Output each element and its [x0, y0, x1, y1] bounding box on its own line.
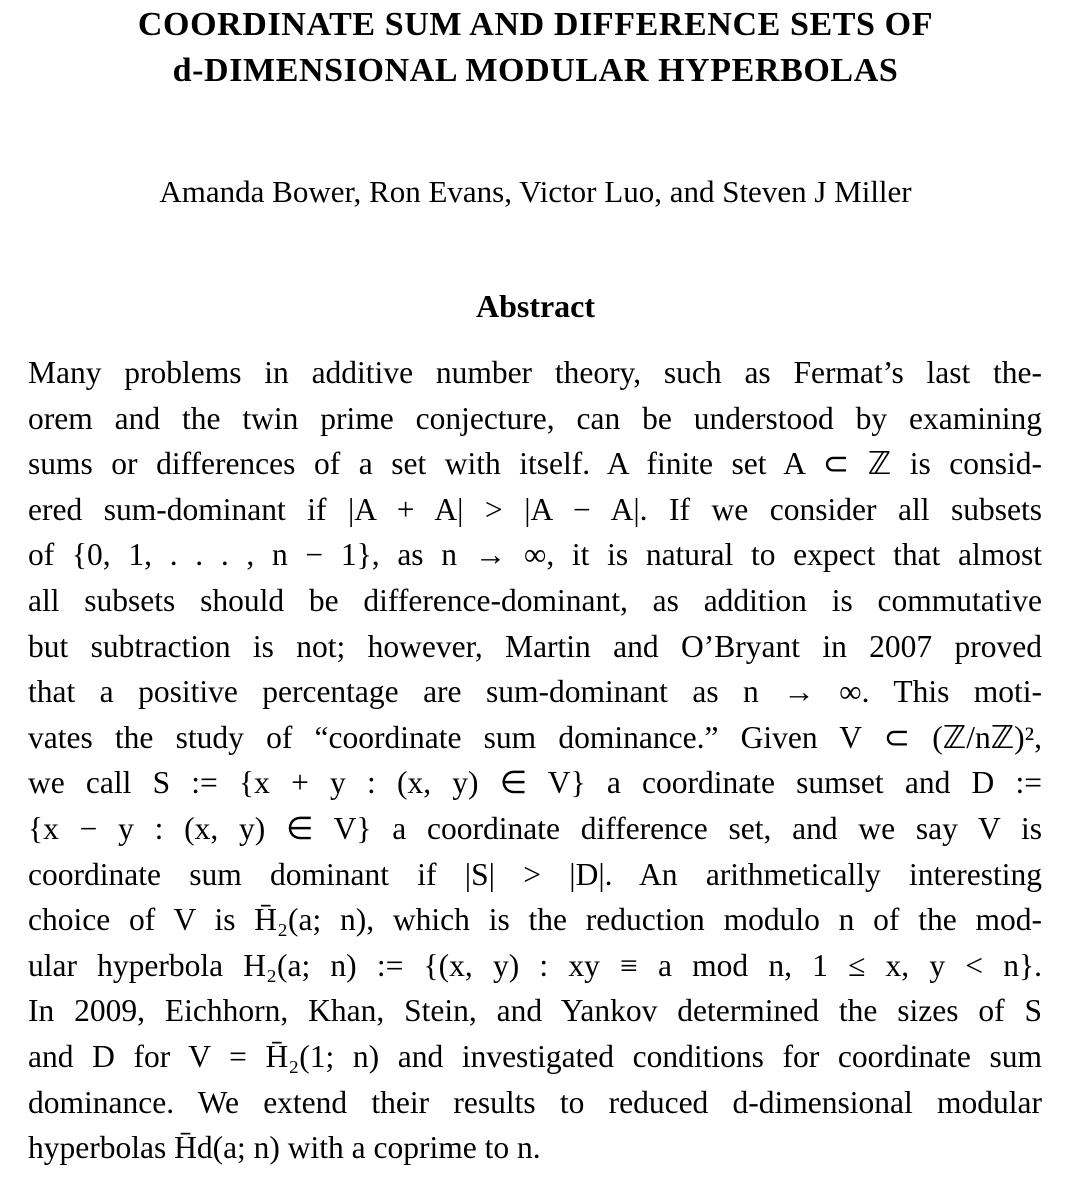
abstract-line: {x − y : (x, y) ∈ V} a coordinate difference set, and we say V is — [28, 810, 1042, 846]
paper-title-line-1: COORDINATE SUM AND DIFFERENCE SETS OF — [137, 6, 934, 43]
abstract-line: all subsets should be difference-dominant, as addition is commutative — [28, 582, 1042, 618]
abstract-line: we call S := {x + y : (x, y) ∈ V} a coordinate sumset and D := — [28, 765, 1042, 801]
abstract-line: In 2009, Eichhorn, Khan, Stein, and Yankov determined the sizes of S — [28, 993, 1042, 1029]
abstract-line: Many problems in additive number theory, such as Fermat’s last the- — [28, 355, 1042, 390]
abstract-heading: Abstract — [475, 288, 596, 324]
abstract-line: but subtraction is not; however, Martin and O’Bryant in 2007 proved — [28, 628, 1042, 664]
abstract-body — [28, 350, 1042, 1171]
abstract-line: ular hyperbola H₂(a; n) := {(x, y) : xy ≡ a mod n, 1 ≤ x, y < n}. — [28, 947, 1042, 983]
abstract-line: coordinate sum dominant if |S| > |D|. An arithmetically interesting — [28, 856, 1042, 892]
paper-title-line-2: d-DIMENSIONAL MODULAR HYPERBOLAS — [172, 52, 899, 89]
abstract-line: orem and the twin prime conjecture, can be understood by examining — [28, 400, 1042, 436]
author-list: Amanda Bower, Ron Evans, Victor Luo, and Steven J Miller — [159, 174, 912, 209]
abstract-line: sums or differences of a set with itself. A finite set A ⊂ ℤ is consid- — [28, 446, 1042, 482]
abstract-line: hyperbolas H̄d(a; n) with a coprime to n. — [28, 1130, 541, 1166]
abstract-line: vates the study of “coordinate sum dominance.” Given V ⊂ (ℤ/nℤ)², — [28, 719, 1042, 755]
abstract-line: choice of V is H̄₂(a; n), which is the reduction modulo n of the mod- — [28, 902, 1042, 938]
abstract-line: of {0, 1, . . . , n − 1}, as n → ∞, it is natural to expect that almost — [28, 537, 1042, 573]
abstract-line: and D for V = H̄₂(1; n) and investigated conditions for coordinate sum — [28, 1038, 1042, 1074]
abstract-line: ered sum-dominant if |A + A| > |A − A|. If we consider all subsets — [28, 491, 1042, 527]
abstract-line: dominance. We extend their results to reduced d-dimensional modular — [28, 1084, 1042, 1120]
abstract-line: that a positive percentage are sum-dominant as n → ∞. This moti- — [28, 674, 1042, 710]
